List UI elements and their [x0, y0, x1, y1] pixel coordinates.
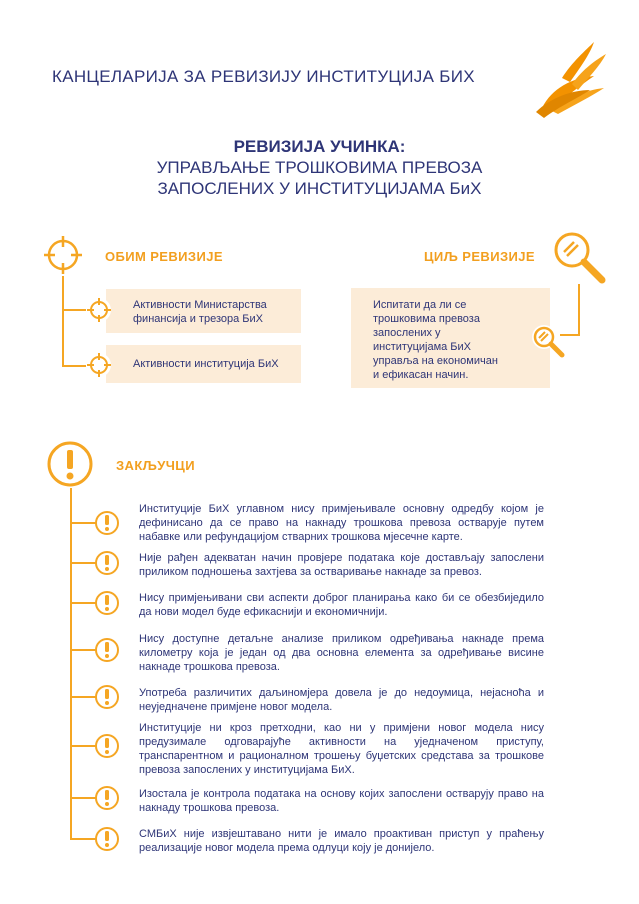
goal-box — [351, 288, 550, 388]
conclusion-branch — [70, 522, 96, 524]
magnifier-icon — [550, 228, 608, 286]
conclusions-heading: ЗАКЉУЧЦИ — [116, 458, 195, 473]
scope-item-1-line-1: Активности Министарства — [133, 299, 267, 311]
scope-branch-2 — [62, 365, 86, 367]
report-title-line-3: ЗАПОСЛЕНИХ У ИНСТИТУЦИЈАМА БиХ — [157, 179, 482, 198]
goal-line-4: институцијама БиХ — [373, 341, 472, 353]
goal-line-2: трошковима превоза — [373, 313, 480, 325]
conclusion-item: Употреба различитих даљиномјера довела је до недоумица, нејасноћа и неуједначене примјене новог модела. — [139, 687, 544, 713]
conclusion-item: Изостала је контрола података на основу којих запослени остварују право на накнаду трошкова превоза. — [139, 788, 544, 814]
scope-item-1-line-2: финансија и трезора БиХ — [133, 313, 263, 325]
report-title — [0, 136, 639, 199]
goal-line-5: управља на економичан — [373, 355, 498, 367]
goal-line-6: и ефикасан начин. — [373, 369, 469, 381]
feather-logo — [532, 38, 612, 120]
exclamation-small-icon — [94, 785, 120, 811]
scope-branch-1 — [62, 309, 86, 311]
magnifier-small-icon — [530, 323, 566, 359]
exclamation-small-icon — [94, 510, 120, 536]
exclamation-small-icon — [94, 733, 120, 759]
exclamation-small-icon — [94, 550, 120, 576]
exclamation-icon — [46, 440, 94, 488]
conclusion-item: СМБиХ није извјештавано нити је имало проактиван приступ у праћењу реализације новог модела према одлуци коју је донијело. — [139, 828, 544, 854]
exclamation-small-icon — [94, 590, 120, 616]
conclusion-branch — [70, 797, 96, 799]
goal-heading: ЦИЉ РЕВИЗИЈЕ — [424, 249, 535, 264]
conclusion-item: Институције БиХ углавном нису примјењивале основну одредбу којом је дефинисано да се право на накнаду трошкова превоза остварује путем набавке или рефундацијом стварних трошкова мјесечне карте. — [139, 503, 544, 543]
conclusion-branch — [70, 562, 96, 564]
report-title-line-2: УПРАВЉАЊЕ ТРОШКОВИМА ПРЕВОЗА — [156, 158, 483, 177]
goal-line-1: Испитати да ли се — [373, 299, 467, 311]
organization-title: КАНЦЕЛАРИЈА ЗА РЕВИЗИЈУ ИНСТИТУЦИЈА БИХ — [52, 67, 475, 86]
report-title-line-1: РЕВИЗИЈА УЧИНКА: — [233, 137, 406, 156]
crosshair-icon — [42, 234, 84, 276]
goal-line-3: запослених у — [373, 327, 441, 339]
conclusion-item: Није рађен адекватан начин провјере података које достављају запослени приликом подношења захтјева за остваривање накнаде за превоз. — [139, 552, 544, 578]
conclusion-branch — [70, 696, 96, 698]
conclusion-branch — [70, 838, 96, 840]
conclusion-item: Институције ни кроз претходни, као ни у примјени новог модела нису предузимале одговарајуће активности на уједначеном приступу, транспарентном и рационалном трошењу буџетских средстава за трошкове превоза запослених у институцијама БиХ. — [139, 722, 544, 776]
exclamation-small-icon — [94, 826, 120, 852]
scope-connector — [62, 276, 64, 366]
scope-item-1 — [106, 289, 301, 333]
conclusion-branch — [70, 649, 96, 651]
exclamation-small-icon — [94, 637, 120, 663]
conclusion-item: Нису примјењивани сви аспекти доброг планирања како би се обезбиједило да нови модел буде ефикаснији и економичнији. — [139, 592, 544, 618]
crosshair-small-icon — [86, 297, 112, 323]
crosshair-small-icon — [86, 352, 112, 378]
conclusion-item: Нису доступне детаљне анализе приликом одређивања накнаде према километру која је један од два основна елемента за одређивање висине накнаде трошкова превоза. — [139, 633, 544, 673]
conclusion-branch — [70, 602, 96, 604]
scope-item-2 — [106, 345, 301, 383]
goal-connector — [578, 284, 580, 336]
exclamation-small-icon — [94, 684, 120, 710]
scope-heading: ОБИМ РЕВИЗИЈЕ — [105, 249, 223, 264]
scope-item-2-label: Активности институција БиХ — [133, 358, 279, 370]
conclusion-branch — [70, 745, 96, 747]
conclusions-connector — [70, 488, 72, 840]
